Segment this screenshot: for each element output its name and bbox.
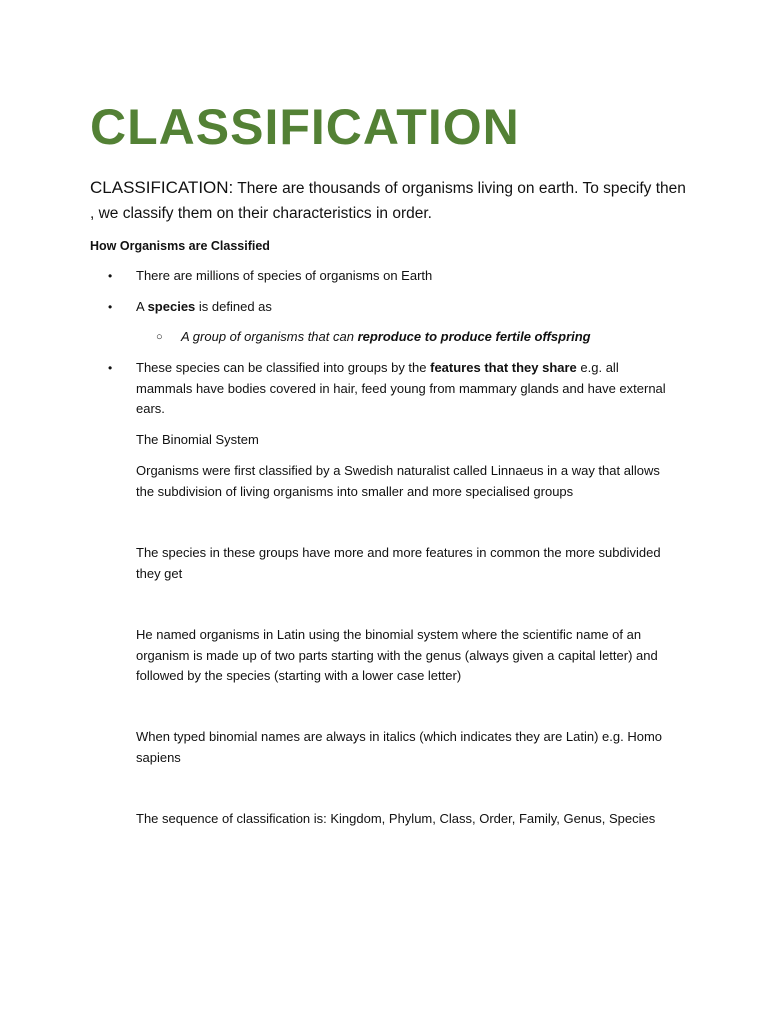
bullet-icon: • [108, 361, 113, 375]
list-item [108, 266, 678, 287]
circle-bullet-icon: ○ [156, 331, 163, 343]
document-title: CLASSIFICATION [90, 99, 520, 155]
bullet-text-post: e.g. all mammals have bodies covered in hair, feed young from mammary glands and have external ears. [136, 360, 666, 416]
intro-paragraph [90, 175, 690, 226]
definition-text-bold: reproduce to produce fertile offspring [357, 329, 591, 344]
body-paragraph: When typed binomial names are always in italics (which indicates they are Latin) e.g. Homo sapiens [136, 729, 663, 765]
bullet-text-pre: A [136, 299, 148, 314]
body-paragraph: The sequence of classification is: Kingdom, Phylum, Class, Order, Family, Genus, Species [136, 811, 656, 826]
bullet-text [136, 297, 272, 318]
list-item [108, 297, 678, 318]
bullet-icon: • [108, 269, 113, 283]
definition-text [181, 327, 591, 348]
bullet-icon: • [108, 300, 113, 314]
binomial-heading: The Binomial System [136, 432, 259, 447]
bullet-text-pre: These species can be classified into groups by the [136, 360, 431, 375]
bullet-text-bold: features that they share [430, 360, 577, 375]
section-heading: How Organisms are Classified [90, 239, 270, 253]
intro-lead: CLASSIFICATION: [90, 178, 234, 197]
sub-list-item [156, 327, 676, 348]
body-paragraph: Organisms were first classified by a Swedish naturalist called Linnaeus in a way that allows the subdivision of living organisms into smaller and more specialised groups [136, 463, 660, 499]
bullet-text: There are millions of species of organisms on Earth [136, 268, 433, 283]
bullet-text [136, 358, 678, 420]
list-item [108, 358, 678, 420]
intro-text: There are thousands of organisms living on earth. To specify then , we classify them on their characteristics in order. [90, 180, 686, 222]
bullet-text-bold: species [147, 299, 196, 314]
bullet-text-post: is defined as [195, 299, 272, 314]
body-paragraph: He named organisms in Latin using the binomial system where the scientific name of an organism is made up of two parts starting with the genus (always given a capital letter) and followed by the species (starting with a lower case letter) [136, 627, 658, 683]
definition-text-pre: A group of organisms that can [181, 329, 358, 344]
body-paragraph: The species in these groups have more and more features in common the more subdivided they get [136, 545, 661, 581]
